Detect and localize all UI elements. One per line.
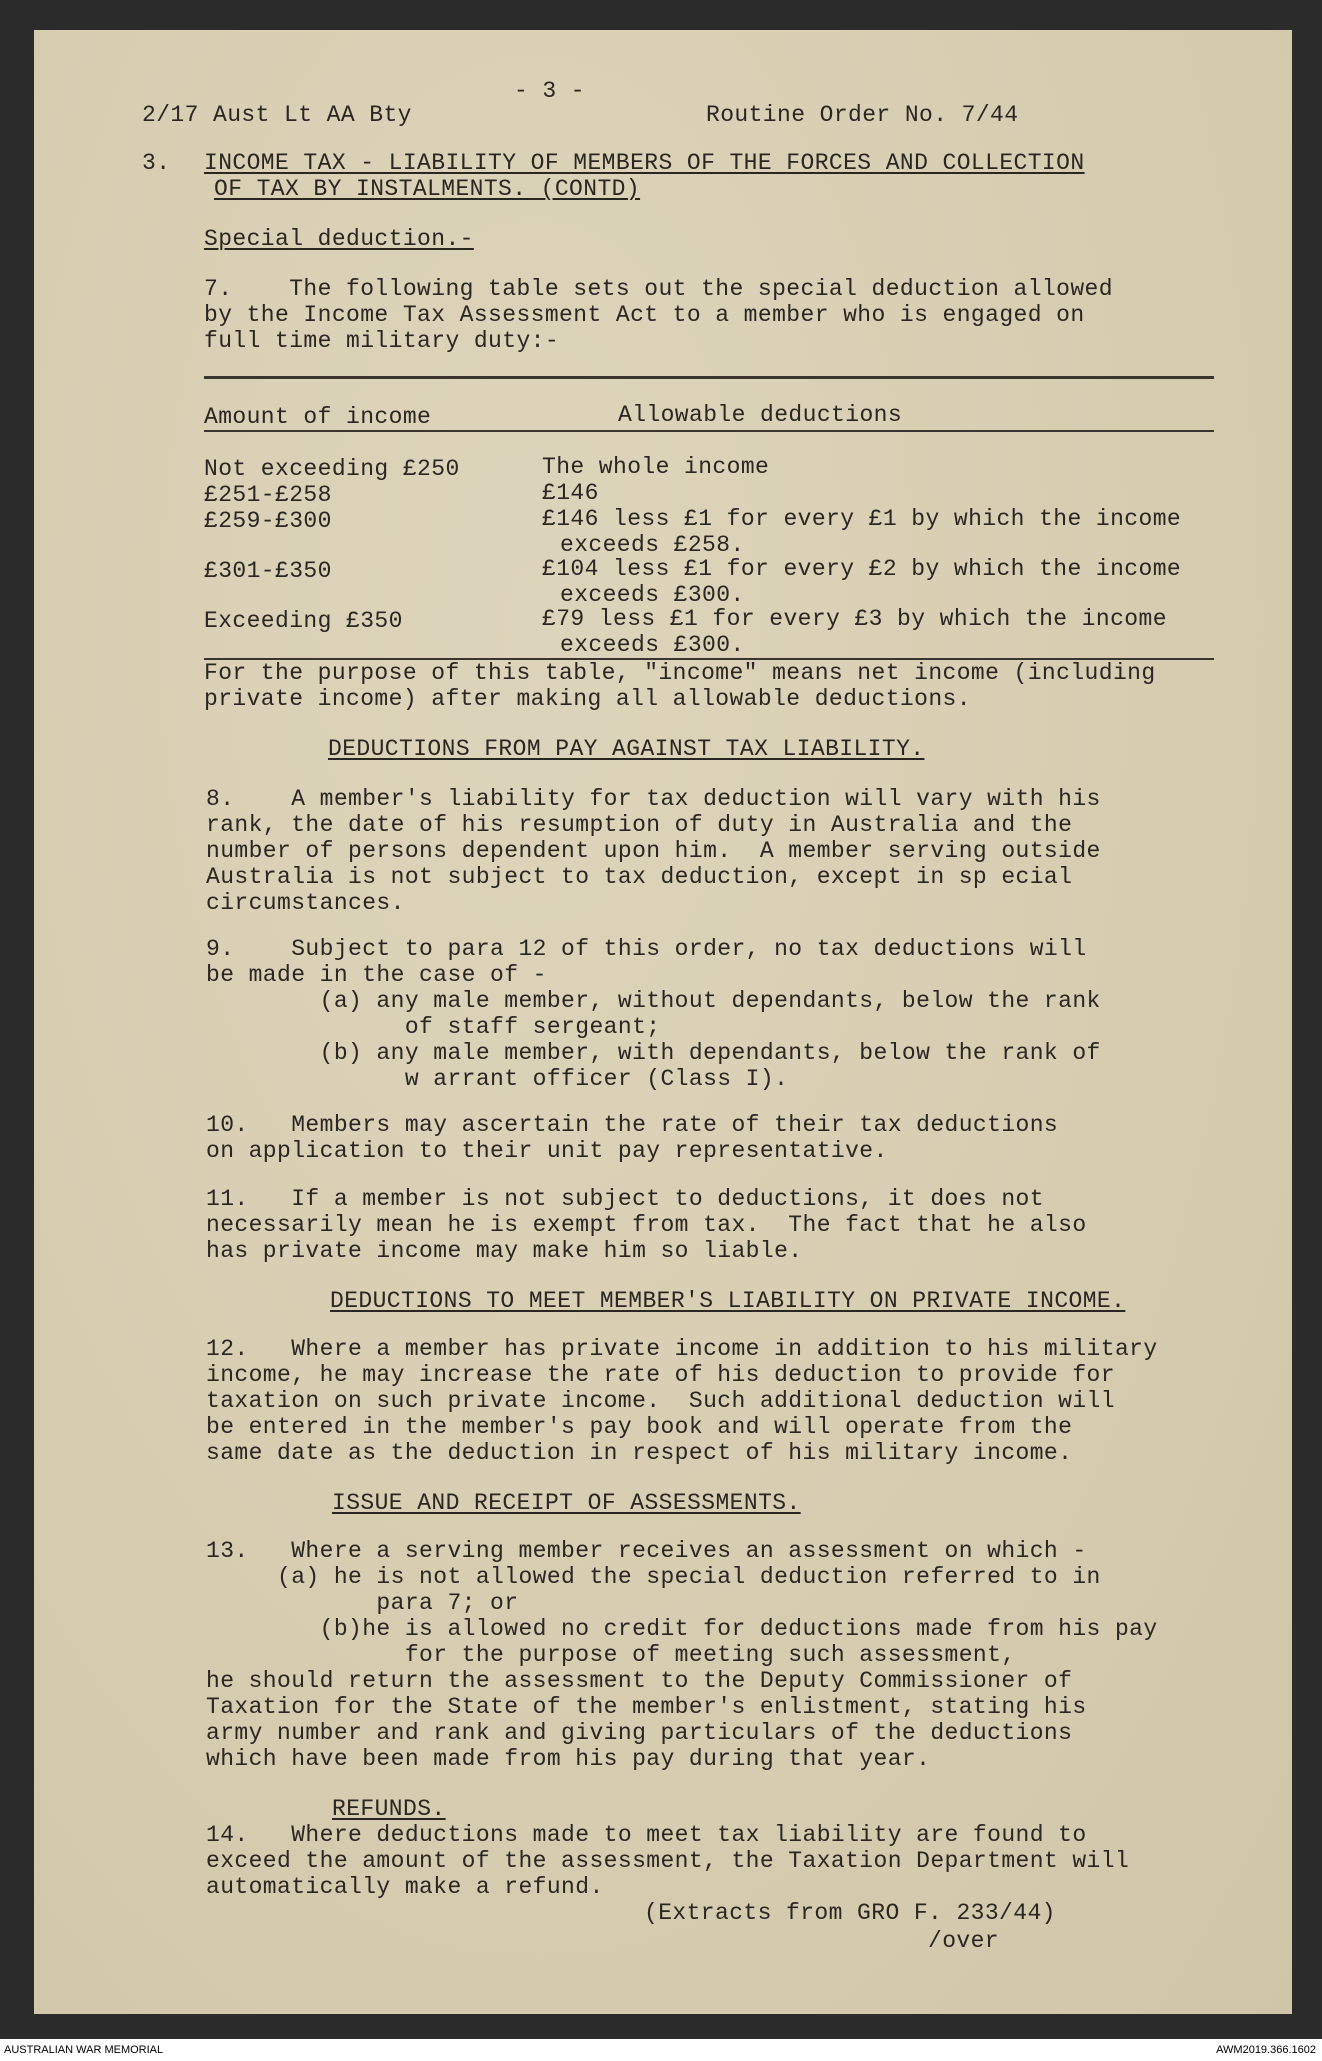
para9-line3: (a) any male member, without dependants, below the rank	[206, 988, 1101, 1014]
para13-line1: 13. Where a serving member receives an assessment on which -	[206, 1538, 1087, 1564]
para11-line1: 11. If a member is not subject to deductions, it does not	[206, 1186, 1044, 1212]
para8-line2: rank, the date of his resumption of duty in Australia and the	[206, 812, 1073, 838]
footer-left-label: AUSTRALIAN WAR MEMORIAL	[4, 2044, 164, 2056]
refunds-heading: REFUNDS.	[332, 1796, 446, 1822]
para10-line2: on application to their unit pay representative.	[206, 1138, 888, 1164]
para12-line1: 12. Where a member has private income in addition to his military	[206, 1336, 1158, 1362]
para14-line3: automatically make a refund.	[206, 1874, 604, 1900]
para9-line1: 9. Subject to para 12 of this order, no tax deductions will	[206, 936, 1087, 962]
table-top-rule	[204, 376, 1214, 379]
table-row-1-income: Not exceeding £250	[204, 456, 460, 482]
para9-line2: be made in the case of -	[206, 962, 547, 988]
para13-line7: Taxation for the State of the member's enlistment, stating his	[206, 1694, 1087, 1720]
para11-line2: necessarily mean he is exempt from tax. The fact that he also	[206, 1212, 1087, 1238]
section-title-line1: INCOME TAX - LIABILITY OF MEMBERS OF THE FORCES AND COLLECTION	[204, 150, 1085, 176]
para13-line8: army number and rank and giving particulars of the deductions	[206, 1720, 1073, 1746]
para8-line1: 8. A member's liability for tax deduction will vary with his	[206, 786, 1101, 812]
section-title-line2: OF TAX BY INSTALMENTS. (CONTD)	[214, 176, 641, 202]
section-number: 3.	[142, 150, 171, 176]
para13-line5: for the purpose of meeting such assessment,	[206, 1642, 1016, 1668]
para9-line4: of staff sergeant;	[206, 1014, 661, 1040]
para13-line2: (a) he is not allowed the special deduction referred to in	[206, 1564, 1101, 1590]
para9-line5: (b) any male member, with dependants, below the rank of	[206, 1040, 1101, 1066]
para12-line4: be entered in the member's pay book and will operate from the	[206, 1414, 1073, 1440]
deductions-pay-heading: DEDUCTIONS FROM PAY AGAINST TAX LIABILITY.	[328, 736, 925, 762]
special-deduction-heading: Special deduction.-	[204, 226, 474, 252]
para12-line3: taxation on such private income. Such additional deduction will	[206, 1388, 1115, 1414]
para12-line5: same date as the deduction in respect of his military income.	[206, 1440, 1073, 1466]
table-row-1-deduction: The whole income	[542, 454, 770, 480]
para7-line1: 7. The following table sets out the special deduction allowed	[204, 276, 1113, 302]
routine-order-number: Routine Order No. 7/44	[706, 102, 1019, 128]
para7-line3: full time military duty:-	[204, 328, 560, 354]
table-row-5-deduction: £79 less £1 for every £3 by which the income	[542, 606, 1167, 632]
table-header-rule	[204, 430, 1214, 432]
para7-line2: by the Income Tax Assessment Act to a member who is engaged on	[204, 302, 1085, 328]
para14-line2: exceed the amount of the assessment, the Taxation Department will	[206, 1848, 1130, 1874]
para8-line5: circumstances.	[206, 890, 405, 916]
archive-footer	[0, 2039, 1322, 2061]
para13-line4: (b)he is allowed no credit for deductions made from his pay	[206, 1616, 1158, 1642]
table-row-5-income: Exceeding £350	[204, 608, 403, 634]
over-note: /over	[928, 1928, 1000, 1954]
para12-line2: income, he may increase the rate of his deduction to provide for	[206, 1362, 1115, 1388]
table-row-3-income: £259-£300	[204, 508, 332, 534]
extract-reference: (Extracts from GRO F. 233/44)	[644, 1900, 1056, 1926]
unit-name: 2/17 Aust Lt AA Bty	[142, 102, 412, 128]
page-number: - 3 -	[514, 78, 586, 104]
private-income-heading: DEDUCTIONS TO MEET MEMBER'S LIABILITY ON PRIVATE INCOME.	[330, 1288, 1126, 1314]
footer-right-label: AWM2019.366.1602	[1216, 2044, 1316, 2056]
table-row-5-continuation: exceeds £300.	[560, 632, 745, 658]
table-row-3-deduction: £146 less £1 for every £1 by which the income	[542, 506, 1182, 532]
para13-line9: which have been made from his pay during that year.	[206, 1746, 931, 1772]
para11-line3: has private income may make him so liable.	[206, 1238, 803, 1264]
para13-line6: he should return the assessment to the Deputy Commissioner of	[206, 1668, 1073, 1694]
para8-line3: number of persons dependent upon him. A member serving outside	[206, 838, 1101, 864]
para9-line6: w arrant officer (Class I).	[206, 1066, 789, 1092]
para8-line4: Australia is not subject to tax deduction, except in sp ecial	[206, 864, 1073, 890]
table-row-3-continuation: exceeds £258.	[560, 532, 745, 558]
table-row-2-deduction: £146	[542, 480, 599, 506]
table-row-4-deduction: £104 less £1 for every £2 by which the income	[542, 556, 1182, 582]
para14-line1: 14. Where deductions made to meet tax liability are found to	[206, 1822, 1087, 1848]
table-row-4-income: £301-£350	[204, 558, 332, 584]
para10-line1: 10. Members may ascertain the rate of their tax deductions	[206, 1112, 1059, 1138]
document-page	[34, 30, 1292, 2014]
assessments-heading: ISSUE AND RECEIPT OF ASSESSMENTS.	[332, 1490, 801, 1516]
table-row-2-income: £251-£258	[204, 482, 332, 508]
table-header-income: Amount of income	[204, 404, 432, 430]
table-note-line1: For the purpose of this table, "income" means net income (including	[204, 660, 1156, 686]
table-row-4-continuation: exceeds £300.	[560, 582, 745, 608]
table-header-deductions: Allowable deductions	[618, 402, 903, 428]
table-note-line2: private income) after making all allowable deductions.	[204, 686, 971, 712]
para13-line3: para 7; or	[206, 1590, 519, 1616]
